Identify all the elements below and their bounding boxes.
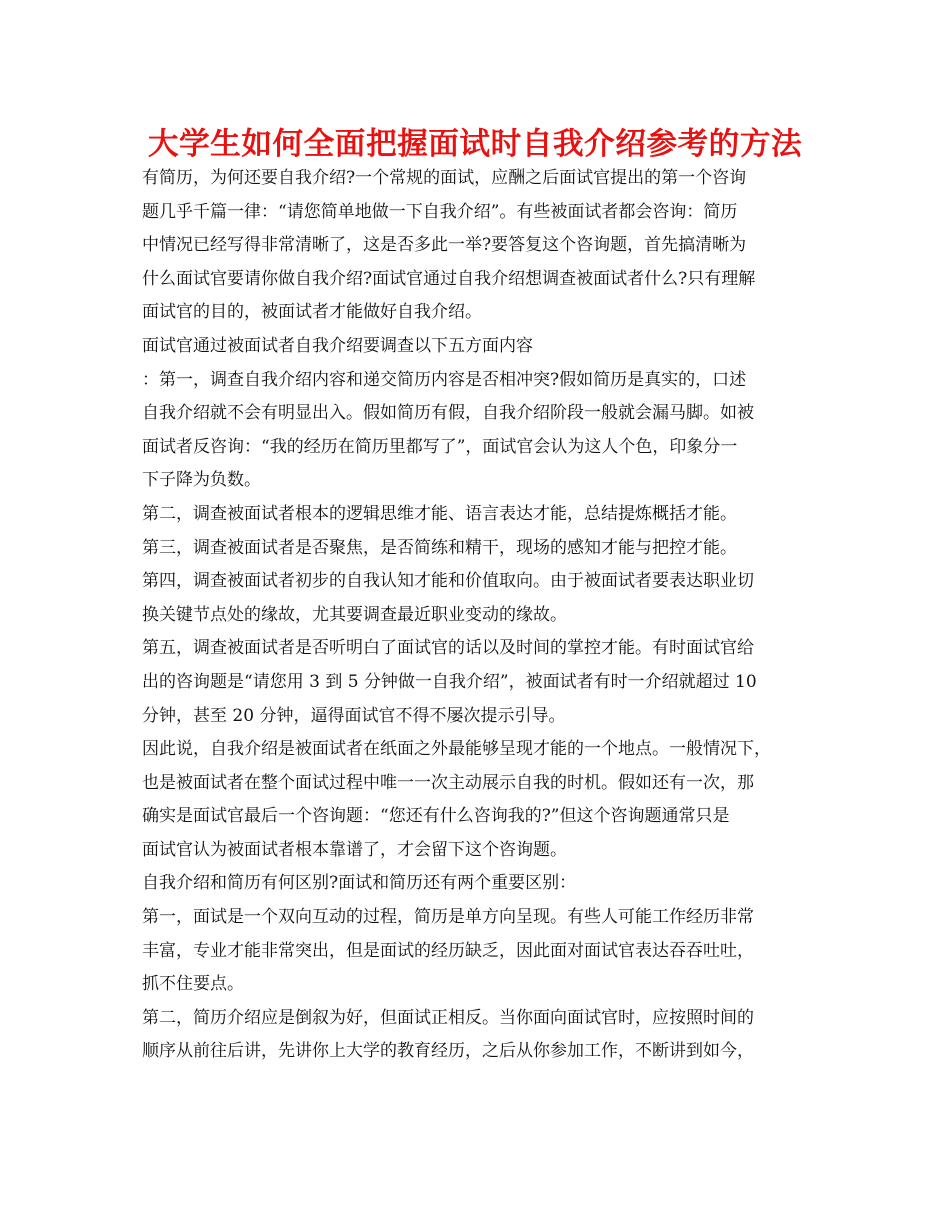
- text-line: 面试官通过被面试者自我介绍要调查以下五方面内容: [142, 335, 533, 356]
- text-line: 换关键节点处的缘故，尤其要调查最近职业变动的缘故。: [142, 604, 567, 625]
- text-line: 面试者反咨询：“我的经历在简历里都写了”，面试官会认为这人个色，印象分一: [142, 436, 738, 457]
- text-line: 丰富，专业才能非常突出，但是面试的经历缺乏，因此面对面试官表达吞吞吐吐，: [142, 940, 754, 961]
- text-line: 也是被面试者在整个面试过程中唯一一次主动展示自我的时机。假如还有一次，那: [142, 772, 754, 793]
- text-line: 题几乎千篇一律：“请您简单地做一下自我介绍”。有些被面试者都会咨询：简历: [142, 201, 738, 222]
- text-line: 第三，调查被面试者是否聚焦，是否简练和精干，现场的感知才能与把控才能。: [142, 537, 737, 558]
- text-line: 中情况已经写得非常清晰了，这是否多此一举?要答复这个咨询题，首先搞清晰为: [142, 235, 747, 256]
- document-title: 大学生如何全面把握面试时自我介绍参考的方法: [147, 127, 803, 162]
- text-line: 面试官认为被面试者根本靠谱了，才会留下这个咨询题。: [142, 839, 567, 860]
- text-line: 第二，调查被面试者根本的逻辑思维才能、语言表达才能，总结提炼概括才能。: [142, 503, 737, 524]
- document-body: [142, 162, 812, 1069]
- text-line: 抓不住要点。: [142, 974, 244, 995]
- text-line: ：第一，调查自我介绍内容和递交简历内容是否相冲突?假如简历是真实的，口述: [142, 369, 747, 390]
- text-line: 下子降为负数。: [142, 470, 261, 491]
- text-line: 分钟，甚至 20 分钟，逼得面试官不得不屡次提示引导。: [142, 705, 566, 726]
- text-line: 自我介绍就不会有明显出入。假如简历有假，自我介绍阶段一般就会漏马脚。如被: [142, 403, 754, 424]
- text-line: 第二，简历介绍应是倒叙为好，但面试正相反。当你面向面试官时，应按照时间的: [142, 1007, 754, 1028]
- text-line: 面试官的目的，被面试者才能做好自我介绍。: [142, 302, 482, 323]
- text-line: 因此说，自我介绍是被面试者在纸面之外最能够呈现才能的一个地点。一般情况下，: [142, 739, 771, 760]
- text-line: 顺序从前往后讲，先讲你上大学的教育经历，之后从你参加工作，不断讲到如今，: [142, 1041, 754, 1062]
- text-line: 第五，调查被面试者是否听明白了面试官的话以及时间的掌控才能。有时面试官给: [142, 638, 754, 659]
- text-line: 自我介绍和简历有何区别?面试和简历还有两个重要区别：: [142, 873, 577, 894]
- text-line: 有简历，为何还要自我介绍?一个常规的面试，应酬之后面试官提出的第一个咨询: [142, 168, 747, 188]
- text-line: 第一，面试是一个双向互动的过程，简历是单方向呈现。有些人可能工作经历非常: [142, 907, 754, 928]
- text-line: 确实是面试官最后一个咨询题：“您还有什么咨询我的?”但这个咨询题通常只是: [142, 806, 730, 827]
- text-line: 什么面试官要请你做自我介绍?面试官通过自我介绍想调查被面试者什么?只有理解: [142, 268, 756, 289]
- text-line: 第四，调查被面试者初步的自我认知才能和价值取向。由于被面试者要表达职业切: [142, 571, 754, 592]
- text-line: 出的咨询题是“请您用 3 到 5 分钟做一自我介绍”，被面试者有时一介绍就超过 10: [142, 671, 757, 692]
